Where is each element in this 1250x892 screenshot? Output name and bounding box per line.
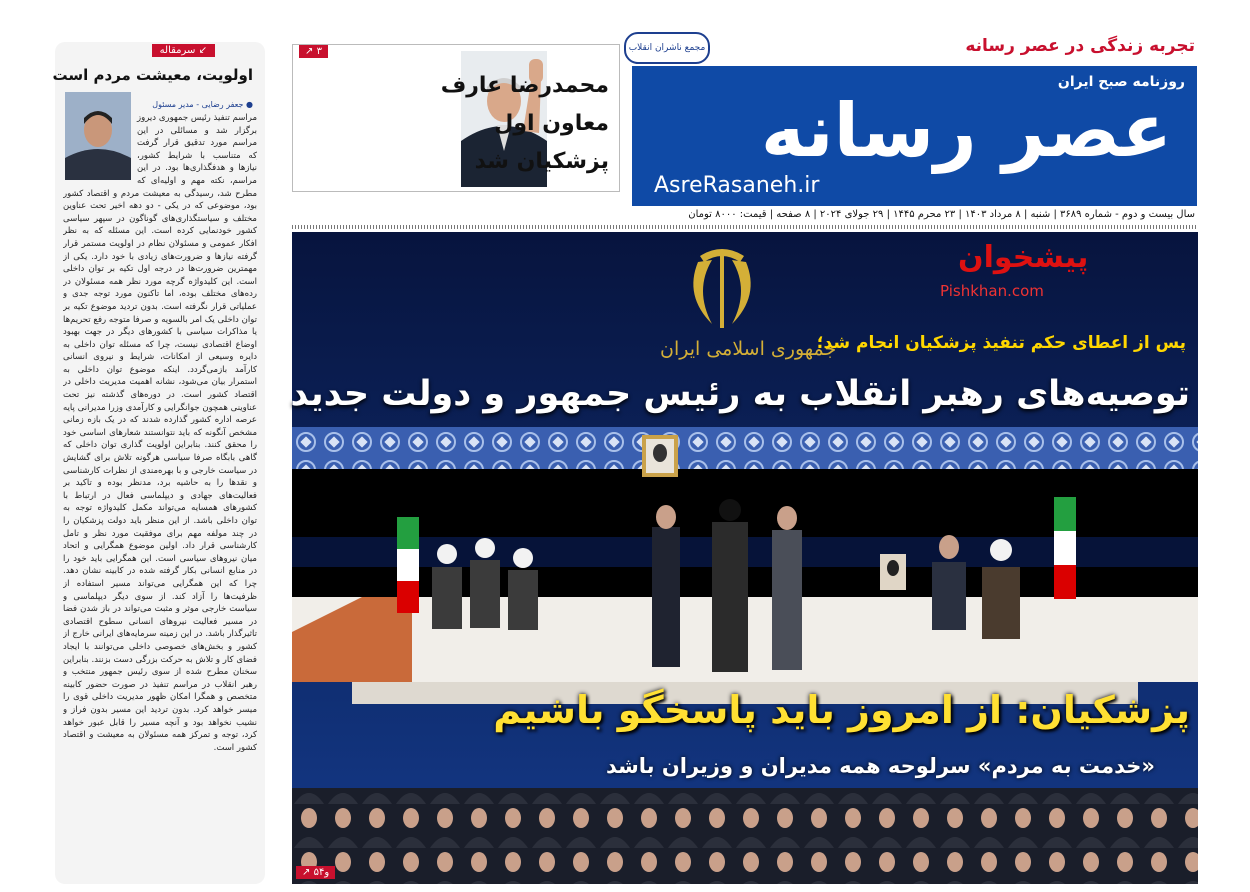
headline-kicker: پس از اعطای حکم تنفیذ پزشکیان انجام شد؛ [816, 333, 1186, 353]
teaser-page-badge: ↗ ۳ [299, 45, 328, 58]
editorial-byline: ● جعفر رضایی - مدیر مسئول [152, 100, 253, 109]
editorial-badge: ↙ سرمقاله [152, 44, 215, 57]
pishkhan-watermark: پیشخوان [958, 240, 1089, 275]
pishkhan-url[interactable]: Pishkhan.com [940, 282, 1044, 300]
editorial-badge-label: سرمقاله [159, 45, 196, 56]
editorial-body: مراسم تنفیذ رئیس جمهوری دیروز برگزار شد و مسائلی در این مراسم مورد تدقیق قرار گرفت که متناسب با شرایط کشور، نیازها و هدفگذاری‌ها بود. در این مراسم، نکته مهم و اولیه‌ای که مطرح شد، رسیدگی به معیشت مردم و اقتصاد کشور بود، موضوعی که در یکی - دو دهه اخیر تحت عناوین مختلف و سیاستگذاری‌های گوناگون در سپهر سیاسی کشور خودنمایی کرده است. این مسئله که به نظر افکار عمومی و مسئولان نظام در اولویت مستمر قرار گرفته نیازها و ضرورت‌های زیادی با خود دارد. یکی از مهمترین ضرورت‌ها در درجه اول تکیه بر توان داخلی است. این کلیدواژه گرچه مورد نظر همه مسئولان در رده‌های مختلف بوده، اما تاکنون مورد توجه جدی و عملیاتی قرار نگرفته است. بدون تردید موضوع تکیه بر توان داخلی یک امر بالسویه و صرفا متوجه رفع تحریم‌ها یا مذاکرات سیاسی با کشورهای دیگر در جهت بهبود اوضاع اقتصادی نیست، چرا که مسئله توان داخلی به دایره وسیعی از امکانات، شرایط و نیروی انسانی کارآمد بازمی‌گردد. اینکه موضوع توان داخلی به استمرار بیان می‌شود، نشانه اهمیت مدیریت داخلی در اقتصاد کشور است. در دوره‌های گذشته نیز تحت عناوینی همچون جوانگرایی و کارآمدی وزرا مدیرانی پایه عرصه اداره کشور گذارده شدند که در یک بازه زمانی مشخص آنگونه که باید نتوانستند شعارهای اساسی خود را محقق کنند. بنابراین اولویت گذاری توان داخلی که گاهی بابگاه صرفا سیاسی هرگونه تلاش برای گشایش در سیاست خارجی و با بهره‌مندی از نظرات کارشناسی و نقدها را به حاشیه برد، مدنظر بوده و تاکید بر فعالیت‌های جهادی و دیپلماسی فعال در ارتباط با کشورهای همسایه می‌تواند مکمل کلیدواژه توجه به توان داخلی باشد. از این منظر باید دولت پزشکیان را در چند مولفه مهم برای موفقیت مورد نظر و تامل کارشناسی قرار داد. اولین موضوع همگرایی و اتحاد میان نیروهای سیاسی است. این همگرایی باید خود را در منابع انسانی بکار گرفته شده در کابینه نشان دهد. چرا که این همگرایی می‌تواند مسیر استفاده از ظرفیت‌ها را آزاد کند. از سوی دیگر دیپلماسی و سیاست خارجی موثر و مثبت می‌تواند در باز شدن فضا در مسیر فعالیت نیروهای انسانی سطوح اقتصادی تاثیرگذار باشد. در این زمینه سرمایه‌های ایرانی خارج از کشور و بخش‌های خصوصی داخلی می‌توانند با ایجاد فضای کار و تلاش به حرکت بزرگی دست بزنند. بنابراین سخنان مطرح شده از سوی رئیس جمهور منتخب و رهبر انقلاب در مراسم تنفیذ در صورت حضور کابینه متخصص و همگرا امکان ظهور مدیریت داخلی قوی را میسر خواهد کرد. بدون تردید این مسیر بدون فراز و نشیب نخواهد بود و آنچه مسیر را قابل عبور خواهد کرد، توجه و تمرکز همه مسئولان به معیشت و اقتصاد کشور است. [63, 113, 257, 753]
teaser-line-2: معاون اول [494, 111, 609, 136]
tagline: تجربه زندگی در عصر رسانه [965, 36, 1195, 56]
emblem-caption: جمهوری اسلامی ایران [660, 338, 837, 360]
teaser-box[interactable] [292, 44, 620, 192]
website-url[interactable]: AsreRasaneh.ir [654, 173, 820, 198]
teaser-page-number: ۳ [316, 46, 322, 57]
publisher-seal [624, 32, 710, 64]
quote-subheadline: «خدمت به مردم» سرلوحه همه مدیران و وزیران باشد [605, 754, 1155, 778]
teaser-line-3: پزشکیان شد [474, 149, 609, 174]
masthead-banner [632, 66, 1197, 206]
dateline-rule [292, 225, 1198, 229]
seal-text: مجمع ناشران انقلاب [628, 43, 706, 53]
photo-page-number: ۵و۴ [313, 867, 330, 878]
masthead-subtitle: روزنامه صبح ایران [1057, 74, 1185, 90]
editorial-column [52, 42, 265, 884]
teaser-line-1: محمدرضا عارف [440, 73, 609, 98]
photo-page-badge: ↗ ۵و۴ [296, 866, 335, 879]
main-headline: توصیه‌های رهبر انقلاب به رئیس جمهور و دولت جدید [290, 374, 1190, 414]
newspaper-logo: عصر رسانه [760, 88, 1172, 174]
editorial-title: اولویت، معیشت مردم است [52, 66, 253, 84]
ceremony-scene [292, 232, 1198, 884]
main-photo [292, 232, 1198, 884]
second-headline: پزشکیان: از امروز باید پاسخگو باشیم [493, 688, 1190, 732]
issue-dateline: سال بیست و دوم - شماره ۳۶۸۹ | شنبه | ۸ مرداد ۱۴۰۳ | ۲۳ محرم ۱۴۴۵ | ۲۹ جولای ۲۰۲۴ | ۸ صفحه | قیمت: ۸۰۰۰ تومان [688, 209, 1195, 220]
byline-text: جعفر رضایی - مدیر مسئول [152, 100, 244, 109]
